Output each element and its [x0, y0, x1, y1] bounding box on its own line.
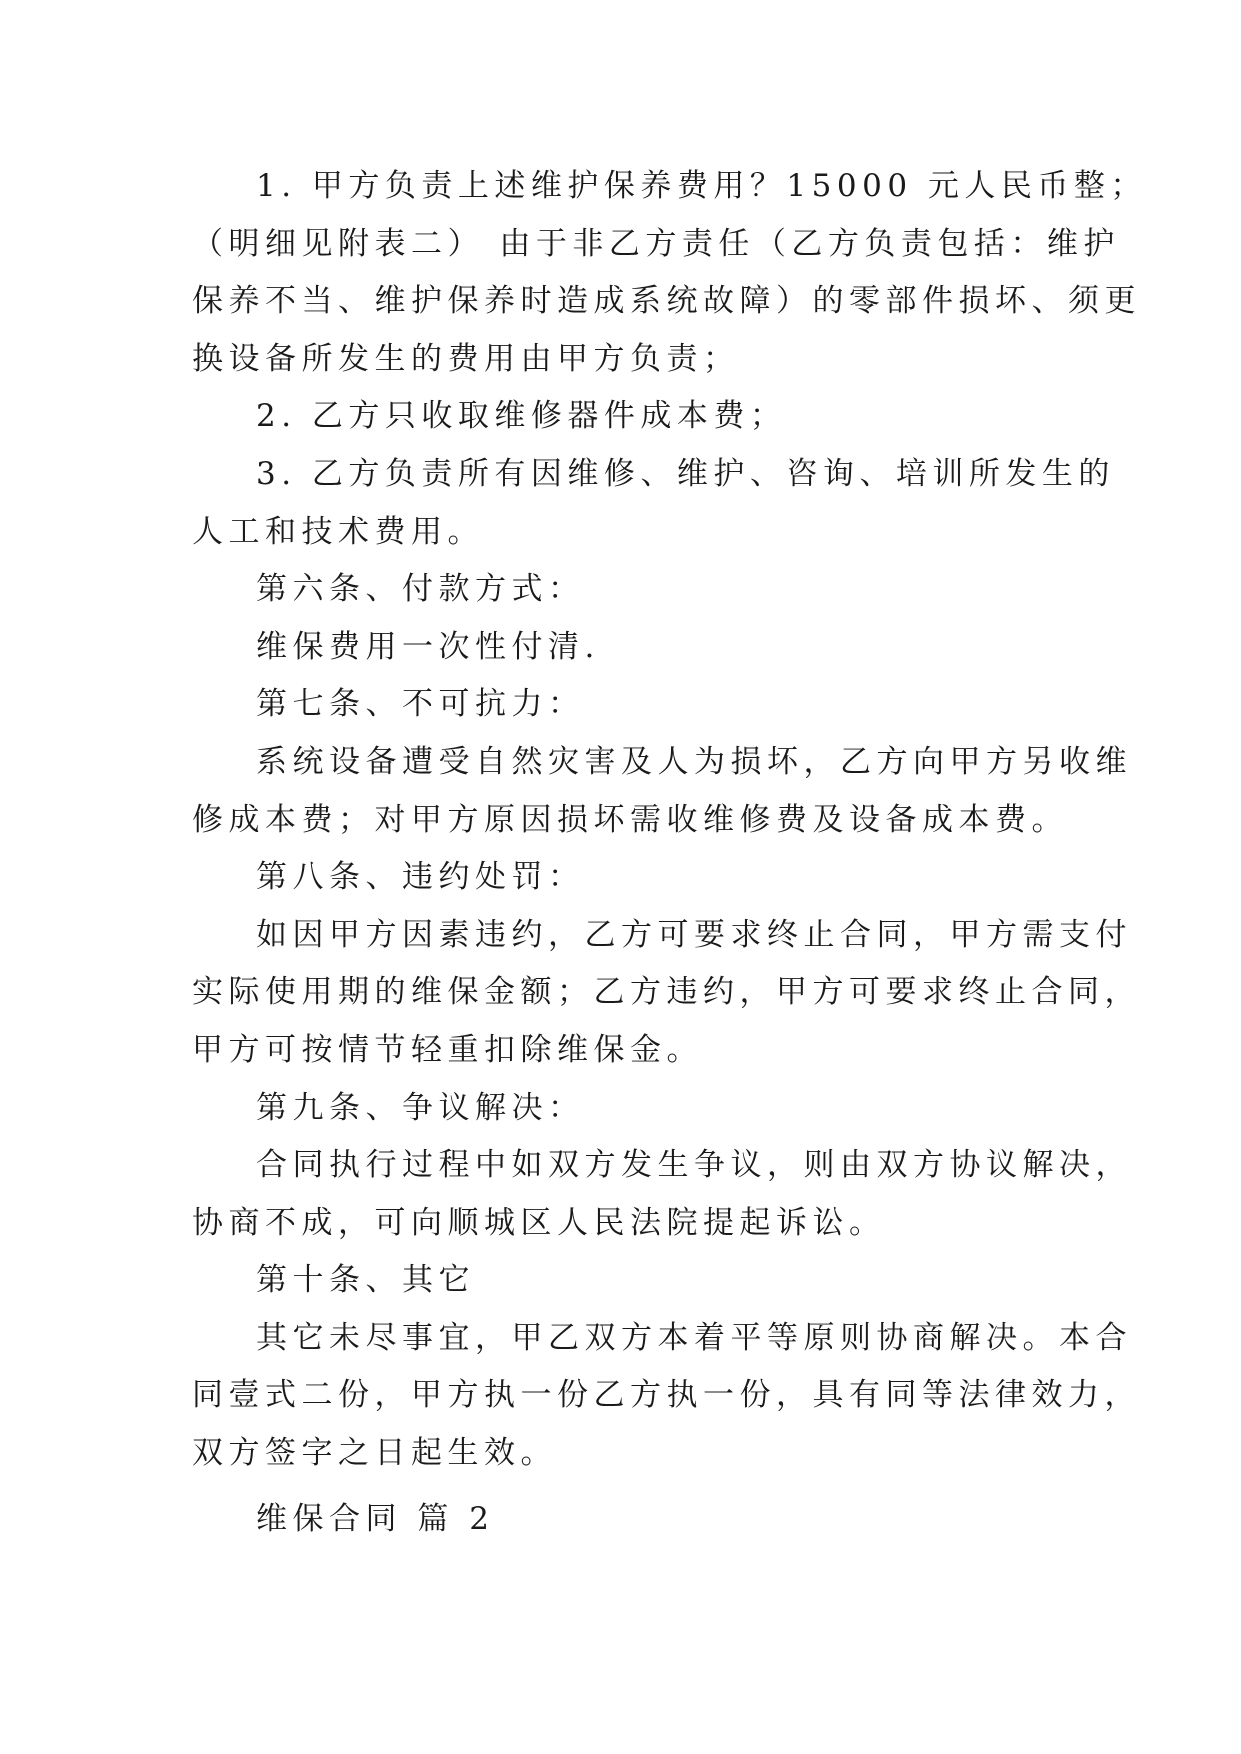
- other-line-3: 双方签字之日起生效。: [192, 1435, 557, 1472]
- force-majeure-line-1: 系统设备遭受自然灾害及人为损坏，乙方向甲方另收维: [256, 743, 1132, 780]
- breach-line-3: 甲方可按情节轻重扣除维保金。: [192, 1031, 703, 1068]
- clause-item-1-line-3: 保养不当、维护保养时造成系统故障）的零部件损坏、须更: [192, 283, 1141, 320]
- clause-item-3-line-1: 3. 乙方负责所有因维修、维护、咨询、培训所发生的: [256, 455, 1115, 492]
- dispute-line-2: 协商不成，可向顺城区人民法院提起诉讼。: [192, 1204, 886, 1241]
- payment-text: 维保费用一次性付清.: [256, 628, 600, 665]
- breach-line-1: 如因甲方因素违约，乙方可要求终止合同，甲方需支付: [256, 916, 1132, 953]
- section-heading-payment: 第六条、付款方式：: [256, 571, 585, 608]
- breach-line-2: 实际使用期的维保金额；乙方违约，甲方可要求终止合同，: [192, 974, 1141, 1011]
- clause-item-3-line-2: 人工和技术费用。: [192, 513, 484, 550]
- clause-item-1-line-1: 1. 甲方负责上述维护保养费用？15000 元人民币整；: [256, 168, 1147, 204]
- other-line-2: 同壹式二份，甲方执一份乙方执一份，具有同等法律效力，: [192, 1377, 1141, 1414]
- section-heading-force-majeure: 第七条、不可抗力：: [256, 686, 585, 723]
- section-heading-breach: 第八条、违约处罚：: [256, 859, 585, 896]
- document-body: [192, 158, 1147, 1548]
- clause-item-2: 2. 乙方只收取维修器件成本费；: [256, 398, 787, 435]
- section-heading-dispute: 第九条、争议解决：: [256, 1089, 585, 1126]
- dispute-line-1: 合同执行过程中如双方发生争议，则由双方协议解决，: [256, 1147, 1132, 1184]
- clause-item-1-line-2: （明细见附表二） 由于非乙方责任（乙方负责包括：维护: [192, 225, 1120, 262]
- next-contract-title: 维保合同 篇 2: [256, 1500, 495, 1537]
- clause-item-1-line-4: 换设备所发生的费用由甲方负责；: [192, 340, 740, 377]
- section-heading-other: 第十条、其它: [256, 1262, 475, 1299]
- force-majeure-line-2: 修成本费；对甲方原因损坏需收维修费及设备成本费。: [192, 801, 1068, 838]
- other-line-1: 其它未尽事宜，甲乙双方本着平等原则协商解决。本合: [256, 1319, 1132, 1356]
